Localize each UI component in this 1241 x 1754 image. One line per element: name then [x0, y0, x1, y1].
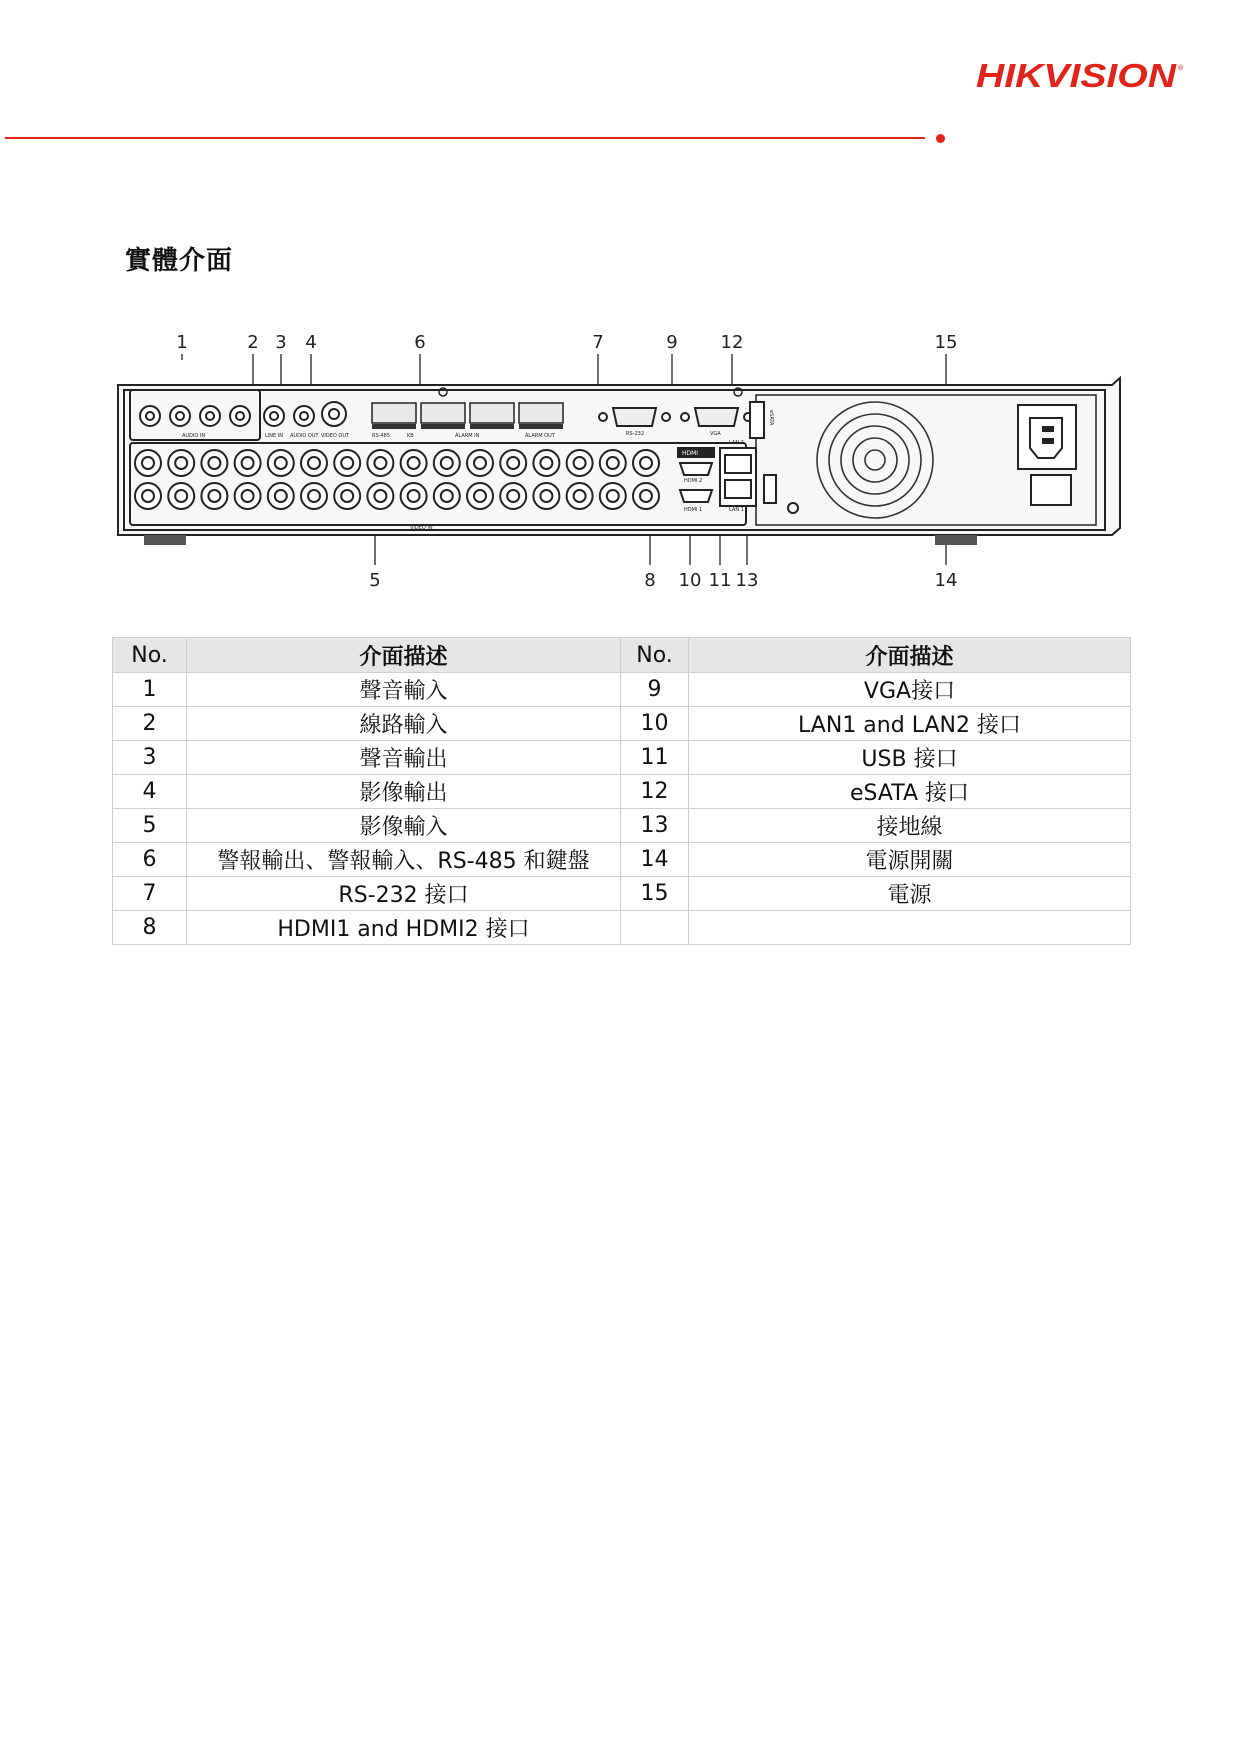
- callout-label: 4: [305, 332, 317, 353]
- video-in-bnc: [474, 490, 486, 502]
- col-no-left: No.: [113, 638, 187, 673]
- hikvision-logo: [976, 56, 1186, 96]
- svg-text:LAN 1: LAN 1: [729, 507, 744, 513]
- video-in-bnc: [540, 490, 552, 502]
- table-header-row: [113, 638, 1131, 673]
- table-row: 8 HDMI1 and HDMI2 接口: [113, 911, 1131, 945]
- video-in-bnc: [607, 490, 619, 502]
- svg-text:®: ®: [1177, 64, 1184, 72]
- callout-label: 8: [644, 570, 656, 591]
- lan-ports: [720, 448, 756, 506]
- video-in-bnc: [208, 457, 220, 469]
- table-row: 2 線路輸入 10 LAN1 and LAN2 接口: [113, 707, 1131, 741]
- video-in-bnc: [175, 490, 187, 502]
- callout-label: 1: [176, 332, 188, 353]
- table-row: 5 影像輸入 13 接地線: [113, 809, 1131, 843]
- svg-text:VGA: VGA: [710, 431, 721, 437]
- svg-text:HDMI: HDMI: [682, 450, 699, 457]
- video-in-bnc: [275, 490, 287, 502]
- col-no-right: No.: [621, 638, 689, 673]
- video-in-bnc: [574, 490, 586, 502]
- svg-text:HDMI 1: HDMI 1: [684, 507, 703, 513]
- col-desc-left: 介面描述: [187, 638, 621, 673]
- svg-text:KB: KB: [407, 433, 414, 439]
- table-row: 3 聲音輸出 11 USB 接口: [113, 741, 1131, 775]
- video-in-bnc: [341, 457, 353, 469]
- video-in-bnc: [142, 457, 154, 469]
- video-in-bnc: [507, 490, 519, 502]
- video-in-bnc: [341, 490, 353, 502]
- interface-table: [112, 637, 1131, 945]
- video-in-bnc: [441, 490, 453, 502]
- table-row: 7 RS-232 接口 15 電源: [113, 877, 1131, 911]
- table-row: 4 影像輸出 12 eSATA 接口: [113, 775, 1131, 809]
- callout-label: 6: [414, 332, 426, 353]
- svg-text:ALARM OUT: ALARM OUT: [525, 433, 555, 439]
- video-in-bnc: [374, 457, 386, 469]
- col-desc-right: 介面描述: [689, 638, 1131, 673]
- video-in-bnc: [574, 457, 586, 469]
- svg-text:VIDEO OUT: VIDEO OUT: [321, 433, 350, 439]
- callout-label: 3: [275, 332, 287, 353]
- video-in-bnc: [408, 457, 420, 469]
- callout-label: 12: [720, 332, 744, 353]
- rear-panel-diagram: [110, 330, 1130, 600]
- video-in-bnc: [308, 490, 320, 502]
- callout-label: 15: [934, 332, 958, 353]
- svg-text:VIDEO IN: VIDEO IN: [410, 525, 433, 531]
- video-in-bnc: [441, 457, 453, 469]
- video-in-bnc: [408, 490, 420, 502]
- video-in-bnc: [308, 457, 320, 469]
- callout-label: 9: [666, 332, 678, 353]
- video-in-bnc: [275, 457, 287, 469]
- svg-text:AUDIO OUT: AUDIO OUT: [290, 433, 319, 439]
- svg-text:RS-232: RS-232: [626, 431, 644, 437]
- svg-text:eSATA: eSATA: [768, 410, 774, 426]
- callout-label: 7: [592, 332, 604, 353]
- video-in-bnc: [540, 457, 552, 469]
- video-in-bnc: [208, 490, 220, 502]
- video-in-bnc: [374, 490, 386, 502]
- svg-text:ALARM IN: ALARM IN: [455, 433, 480, 439]
- video-in-bnc: [242, 490, 254, 502]
- header-rule: [5, 137, 925, 139]
- callout-label: 10: [678, 570, 702, 591]
- video-in-bnc: [507, 457, 519, 469]
- video-in-bnc: [242, 457, 254, 469]
- header-rule-dot: [936, 134, 945, 143]
- audio-in-label: AUDIO IN: [182, 433, 206, 439]
- callout-label: 11: [708, 570, 732, 591]
- video-in-bnc: [175, 457, 187, 469]
- page-title: 實體介面: [125, 246, 234, 276]
- video-in-bnc: [474, 457, 486, 469]
- callout-label: 13: [735, 570, 759, 591]
- callout-label: 5: [369, 570, 381, 591]
- video-in-bnc: [607, 457, 619, 469]
- line-audio-video-out: [264, 402, 346, 426]
- svg-text:HDMI 2: HDMI 2: [684, 478, 703, 484]
- callout-label: 14: [934, 570, 958, 591]
- svg-text:RS-485: RS-485: [372, 433, 390, 439]
- table-row: 1 聲音輸入 9 VGA接口: [113, 673, 1131, 707]
- table-row: 6 警報輸出、警報輸入、RS-485 和鍵盤 14 電源開關: [113, 843, 1131, 877]
- video-in-bnc: [640, 490, 652, 502]
- video-in-bnc: [640, 457, 652, 469]
- brand-wordmark: HIKVISION: [976, 57, 1178, 94]
- callout-label: 2: [247, 332, 259, 353]
- svg-text:LINE IN: LINE IN: [265, 433, 283, 439]
- video-in-bnc: [142, 490, 154, 502]
- svg-text:LAN 2: LAN 2: [729, 440, 744, 446]
